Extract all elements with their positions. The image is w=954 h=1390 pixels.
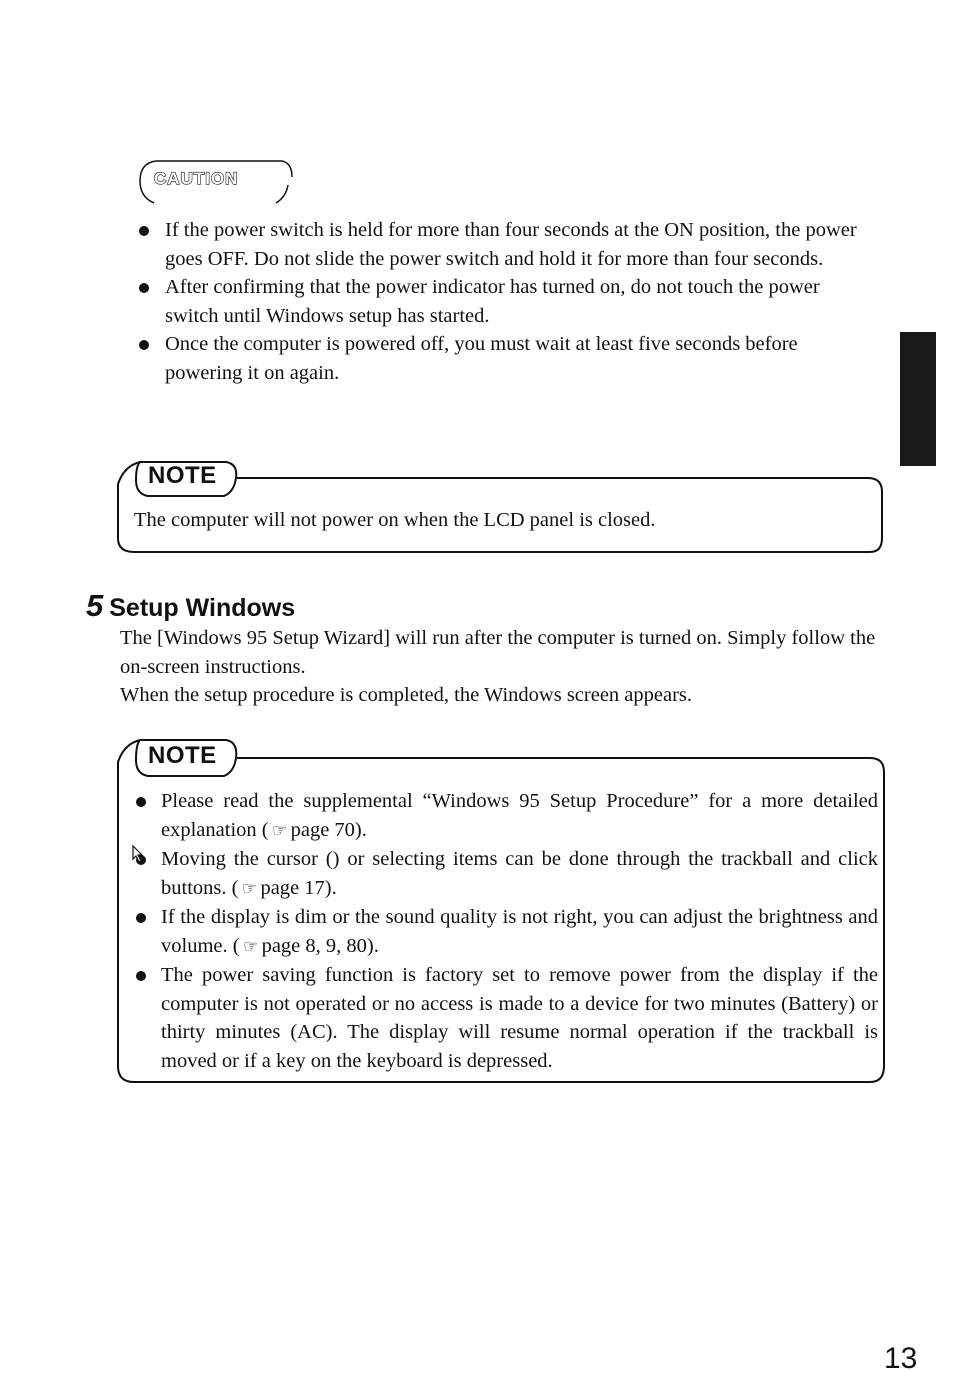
caution-list bbox=[136, 216, 876, 387]
caution-item-text: After confirming that the power indicator has turned on, do not touch the power switch until Windows setup has started. bbox=[165, 276, 820, 327]
bullet-icon bbox=[136, 971, 146, 981]
note-box bbox=[110, 452, 890, 558]
section-title: Setup Windows bbox=[109, 594, 296, 622]
bullet-icon bbox=[139, 226, 149, 236]
pointing-hand-icon: ☞ bbox=[241, 878, 258, 898]
arrow-cursor-icon bbox=[132, 845, 144, 863]
note-text: The computer will not power on when the LCD panel is closed. bbox=[134, 509, 656, 531]
note-item-text: Please read the supplemental “Windows 95 Setup Procedure” for a more detailed explanation ( bbox=[161, 790, 878, 841]
list-item bbox=[136, 216, 876, 273]
caution-label: CAUTION bbox=[154, 169, 239, 188]
pointing-hand-icon: ☞ bbox=[242, 936, 259, 956]
note-list bbox=[132, 787, 878, 1075]
page-reference: page 70). bbox=[290, 818, 367, 841]
section-paragraph: When the setup procedure is completed, the Windows screen appears. bbox=[120, 684, 693, 706]
list-item bbox=[132, 787, 878, 845]
bullet-icon bbox=[136, 797, 146, 807]
list-item bbox=[132, 961, 878, 1075]
note-item-text: The power saving function is factory set to remove power from the display if the computer is not operated or no access is made to a device for two minutes (Battery) or thirty minutes (AC). The display will resume normal operation if the trackball is moved or if a key on the keyboard is depressed. bbox=[161, 964, 878, 1072]
note-label: NOTE bbox=[148, 462, 217, 489]
note-box bbox=[110, 730, 890, 1086]
bullet-icon bbox=[139, 340, 149, 350]
note-box-frame bbox=[110, 452, 890, 558]
section-body bbox=[120, 624, 890, 710]
list-item bbox=[132, 845, 878, 903]
page-reference: page 8, 9, 80). bbox=[261, 934, 379, 957]
caution-item-text: Once the computer is powered off, you must wait at least five seconds before powering it on again. bbox=[165, 333, 798, 384]
list-item bbox=[136, 273, 876, 330]
pointing-hand-icon: ☞ bbox=[271, 820, 288, 840]
list-item bbox=[132, 903, 878, 961]
caution-item-text: If the power switch is held for more than four seconds at the ON position, the power goes OFF. Do not slide the power switch and hold it for more than four seconds. bbox=[165, 219, 857, 270]
note-item-text: ) or selecting items can be done through the trackball and click buttons. ( bbox=[161, 848, 878, 899]
section-heading bbox=[86, 588, 295, 624]
thumb-index-tab bbox=[900, 332, 936, 466]
page-number: 13 bbox=[884, 1342, 918, 1375]
note-item-text: Moving the cursor ( bbox=[161, 848, 333, 870]
section-number: 5 bbox=[86, 588, 104, 623]
caution-badge bbox=[136, 157, 296, 207]
list-item bbox=[136, 330, 876, 387]
note-label: NOTE bbox=[148, 742, 217, 769]
page-reference: page 17). bbox=[260, 876, 337, 899]
note-item-text: If the display is dim or the sound quality is not right, you can adjust the brightness and volume. ( bbox=[161, 906, 878, 957]
bullet-icon bbox=[136, 913, 146, 923]
bullet-icon bbox=[139, 283, 149, 293]
section-paragraph: The [Windows 95 Setup Wizard] will run after the computer is turned on. Simply follow the on-screen instructions. bbox=[120, 627, 876, 678]
